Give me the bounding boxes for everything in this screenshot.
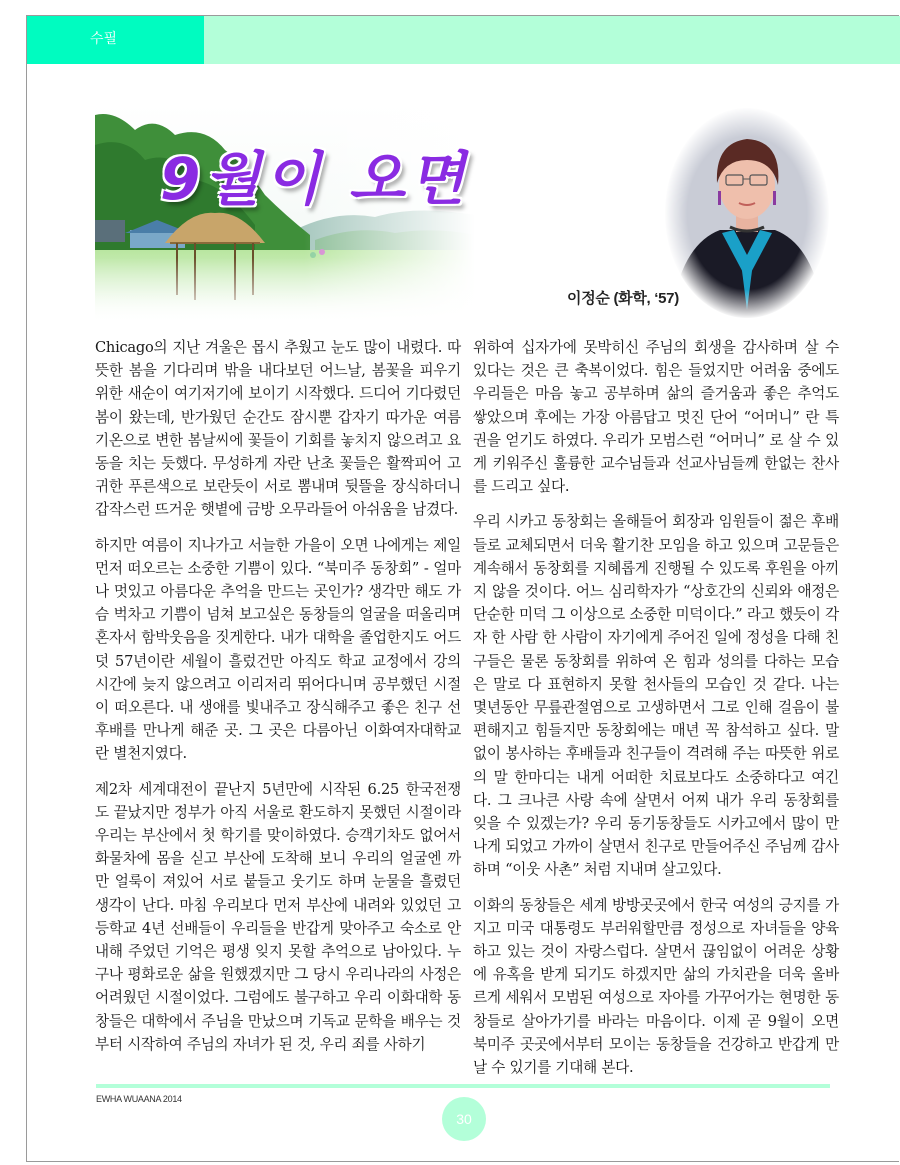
article-paragraph: 위하여 십자가에 못박히신 주님의 회생을 감사하며 살 수 있다는 것은 큰 축복이었다. 힘은 들었지만 어려움 중에도 우리들은 마음 놓고 공부하며 삶의 즐거움과 좋은 추억도 쌓았으며 후에는 가장 아름답고 멋진 단어 “어머니” 란 특권을 얻기도 하였다. 우리가 모범스런 “어머니” 로 살 수 있게 키워주신 훌륭한 교수님들과 선교사님들께 한없는 찬사를 드리고 싶다. [473,339,839,496]
article-column-left [95,336,461,1068]
author-byline: 이정순 (화학, ‘57) [567,290,679,307]
article-paragraph: 하지만 여름이 지나가고 서늘한 가을이 오면 나에게는 제일 먼저 떠오르는 소중한 기쁨이 있다. “북미주 동창회” - 얼마나 멋있고 아름다운 추억을 만드는 곳인가? 생각만 해도 가슴 벅차고 기쁨이 넘쳐 보고싶은 동창들의 얼굴을 떠올리며 혼자서 함박웃음을 짓게한다. 내가 대학을 졸업한지도 어드덧 57년이란 세월이 흘렀건만 아직도 학교 교정에서 강의시간에 늦지 않으려고 이리저리 뛰어다니며 공부했던 시절이 떠오른다. 내 생애를 빛내주고 장식해주고 좋은 친구 선후배를 만나게 해준 곳. 그 곳은 다름아닌 이화여자대학교란 별천지였다. [95,536,461,763]
article-paragraph: Chicago의 지난 겨울은 몹시 추웠고 눈도 많이 내렸다. 따뜻한 봄을 기다리며 밖을 내다보던 어느날, 봄꽃을 피우기 위한 새순이 여기저기에 보이기 시작했다. 드디어 기다렸던 봄이 왔는데, 반가웠던 순간도 잠시뿐 갑자기 따가운 여름 기온으로 변한 봄날씨에 꽃들이 기회를 놓치지 않으려고 요동을 치는 듯했다. 무성하게 자란 난초 꽃들은 활짝피어 고귀한 푸른색으로 보란듯이 서로 뽐내며 뒷뜰을 장식하더니 갑작스런 뜨거운 햇볕에 금방 오무라들어 아쉬움을 남겼다. [95,339,461,519]
article-column-right [473,336,839,1091]
page-number-badge [442,1097,486,1141]
portrait-photo [660,105,835,320]
publication-name: EWHA WUAANA 2014 [96,1094,182,1104]
article-paragraph: 이화의 동창들은 세계 방방곳곳에서 한국 여성의 긍지를 가지고 미국 대통령도 부러워할만큼 정성으로 자녀들을 양육하고 있는 것이 자랑스럽다. 살면서 끊임없이 어려운 상황에 유혹을 받게 되기도 하겠지만 삶의 가치관을 더욱 올바르게 세워서 모범된 여성으로 자아를 가꾸어가는 현명한 동창들로 살아가기를 바라는 마음이다. 이제 곧 9월이 오면 북미주 곳곳에서부터 모이는 동창들을 건강하고 반갑게 만날 수 있기를 기대해 본다. [473,896,839,1077]
author-portrait [660,105,835,320]
footer-divider [96,1084,830,1088]
section-tab [27,16,204,64]
page-number: 30 [456,1111,472,1127]
article-paragraph: 우리 시카고 동창회는 올해들어 회장과 임원들이 젊은 후배들로 교체되면서 더욱 활기찬 모임을 하고 있으며 고문들은 계속해서 동창회를 지혜롭게 진행될 수 있도록 후원을 아끼지 않을 것이다. 어느 심리학자가 “상호간의 신뢰와 애정은 단순한 미덕 그 이상으로 소중한 미덕이다.” 라고 했듯이 각자 한 사람 한 사람이 자기에게 주어진 일에 정성을 다해 친구들은 물론 동창회를 위하여 온 힘과 성의를 다하는 모습은 말로 다 표현하지 못할 천사들의 모습인 것 같다. 나는 몇년동안 무릎관절염으로 고생하면서 그로 인해 걸음이 불편해지고 힘들지만 동창회에는 매년 꼭 참석하고 싶다. 말없이 봉사하는 후배들과 친구들이 격려해 주는 따뜻한 위로의 말 한마디는 내게 어떠한 치료보다도 소중하다고 여긴다. 그 크나큰 사랑 속에 살면서 어찌 내가 우리 동창회를 잊을 수 있겠는가? 우리 동기동창들도 시카고에서 많이 만나게 되었고 가까이 살면서 친구로 만들어주신 주님께 감사하며 “이웃 사촌” 처럼 지내며 살고있다. [473,513,839,879]
article-title: 9월이 오면 [160,145,469,213]
section-label: 수필 [90,31,118,47]
section-header-bar [27,16,900,64]
article-paragraph: 제2차 세계대전이 끝난지 5년만에 시작된 6.25 한국전쟁도 끝났지만 정부가 아직 서울로 환도하지 못했던 시절이라 우리는 부산에서 첫 학기를 맞이하였다. 승객기차도 없어서 화물차에 몸을 싣고 부산에 도착해 보니 우리의 얼굴엔 까만 얼룩이 져있어 서로 붙들고 웃기도 하며 눈물을 흘렸던 생각이 난다. 마침 우리보다 먼저 부산에 내려와 있었던 고등학교 4년 선배들이 우리들을 반갑게 맞아주고 숙소로 안내해 주었던 기억은 평생 잊지 못할 추억으로 남아있다. 누구나 평화로운 삶을 원했겠지만 그 당시 우리나라의 사정은 어려웠던 시절이었다. 그럼에도 불구하고 우리 이화대학 동창들은 대학에서 주님을 만났으며 기독교 문학을 배우는 것부터 시작하여 주님의 자녀가 된 것, 우리 죄를 사하기 [95,780,461,1053]
